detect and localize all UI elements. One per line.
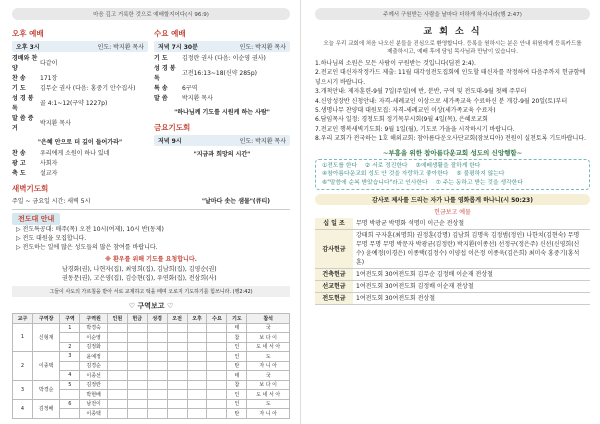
empty-cell (107, 390, 127, 400)
empty-cell (187, 399, 207, 409)
order-label: 말 씀 (154, 95, 168, 102)
attend-cell: 보 다 이 (247, 380, 290, 390)
zone-cell: 5 (60, 380, 80, 390)
empty-cell (107, 323, 127, 333)
news-item: 2.전교인 대신자작정카드 제출: 11월 대각성전도집회에 인도할 태신자를 작정하여 다음주까지 헌금함에 넣으시기 바랍니다. (315, 69, 586, 86)
patient-names: 권동문(권), 고은영(집), 김승현(집), 우연화(집), 전삼희(사) (62, 275, 217, 282)
time-bar (12, 41, 148, 52)
order-row (12, 159, 148, 169)
prayer-cell: 인 (227, 399, 247, 409)
time-label: 오후 3시 (16, 44, 40, 51)
event-row (322, 162, 583, 171)
offering-row (315, 293, 590, 305)
table-header: 인원 (107, 314, 127, 324)
empty-cell (147, 399, 167, 409)
district-cell: 2 (13, 352, 33, 381)
guide-title: 전도대 안내 (12, 213, 60, 225)
empty-cell (207, 380, 227, 390)
empty-cell (207, 342, 227, 352)
order-value: 고전16:13~18(신약 285p) (182, 70, 257, 77)
empty-cell (167, 409, 187, 419)
prayer-cell: 인 (227, 342, 247, 352)
offering-names: 1여전도회 30여전도회 전상철 (353, 293, 590, 305)
order-row (12, 114, 148, 134)
news-item: 4.신앙성장반 신청안내: 자격-세례교인 이상으로 세가족교육 수료하신 분 개강-9월 20일(토)부터 (315, 97, 568, 105)
wednesday-worship (154, 26, 290, 179)
prayer-request: ※ 환우를 위해 기도를 요청합니다. (105, 256, 197, 263)
empty-cell (167, 323, 187, 333)
table-header: 기도 (227, 314, 247, 324)
empty-cell (167, 371, 187, 381)
empty-cell (207, 390, 227, 400)
section-title: 오후 예배 (12, 29, 44, 38)
attend-cell: 도 네 서 아 (247, 390, 290, 400)
leader-cell: 신형재 (32, 323, 60, 352)
prayer-cell: 인 (227, 390, 247, 400)
sermon-title: "하나님께 기도를 시원케 하는 사람" (174, 109, 270, 116)
order-value: 설교자 (40, 170, 58, 177)
attend-cell: 국 (247, 323, 290, 333)
prayer-cell: 태 (227, 371, 247, 381)
order-row (154, 94, 290, 104)
event-item: ③예배생활을 잘하게 한다 (415, 162, 481, 169)
order-label: 특 송 (154, 85, 168, 92)
empty-cell (147, 409, 167, 419)
offering-type: 선교헌금 (315, 281, 353, 293)
attend-cell: 도 (247, 352, 290, 362)
empty-cell (107, 371, 127, 381)
empty-cell (187, 390, 207, 400)
prayer-cell: 탄 (227, 361, 247, 371)
offering-row (315, 218, 590, 230)
preacher: 인도: 박지환 목사 (239, 138, 286, 145)
gift-subtitle: 헌금보고 예물 (434, 209, 471, 217)
empty-cell (167, 390, 187, 400)
preacher: 인도: 박지환 목사 (97, 44, 144, 51)
table-header: 교구 (13, 314, 33, 324)
right-page (300, 0, 600, 424)
order-row (12, 169, 148, 179)
table-header: 헌금 (127, 314, 147, 324)
section-title: 금요기도회 (154, 123, 191, 132)
zone-cell: 4 (60, 371, 80, 381)
empty-cell (127, 380, 147, 390)
empty-cell (107, 352, 127, 362)
order-value: 박지환 목사 (40, 120, 71, 127)
order-value: 사회자 (40, 160, 58, 167)
attend-cell: 자 니 아 (247, 409, 290, 419)
empty-cell (187, 380, 207, 390)
table-row (13, 352, 290, 362)
empty-cell (127, 333, 147, 343)
patient-names: 남경화(권), 나현자(집), 최영희(집), 김남희(집), 김영순(권) (62, 266, 217, 273)
prayer-cell: 참 (227, 380, 247, 390)
empty-cell (127, 371, 147, 381)
empty-cell (167, 380, 187, 390)
event-item: ⑦ 주는 동하고 받는 것을 생각한다 (435, 179, 523, 186)
member-cell: 김정화 (80, 342, 108, 352)
empty-cell (207, 371, 227, 381)
table-row (13, 380, 290, 390)
scripture-quote: 그들이 사도의 가르침을 받아 서로 교제하고 떡을 떼며 오로지 기도하기를 힘쓰니라. (행2:42) (12, 286, 290, 297)
time-label: 저녁 9시 (158, 138, 182, 145)
member-cell: 김정란 (80, 380, 108, 390)
order-row (154, 84, 290, 94)
order-row (12, 84, 148, 94)
news-intro: 오늘 우리 교회에 처음 나오신 분들을 진심으로 환영합니다. 등록을 원하시는 분은 안내 위원에게 등록카드를 제출하시고, 예배 후에 담임 목사님과 만남이 있습니다. (323, 41, 582, 55)
event-item: ④참아름다운교회 성도 안 것을 자랑하고 좋아한다 (322, 171, 449, 178)
table-header: 참석 (247, 314, 290, 324)
table-header: 구역장 (32, 314, 60, 324)
time-bar (154, 41, 290, 52)
order-value: 골 4:1~12(구약 1227p) (40, 100, 108, 107)
zone-cell (60, 390, 80, 400)
event-row (322, 170, 583, 179)
district-cell: 4 (13, 399, 33, 418)
order-label: 광 고 (12, 160, 26, 167)
offering-row (315, 230, 590, 269)
order-label: 경배와 찬양 (12, 55, 38, 72)
empty-cell (167, 361, 187, 371)
empty-cell (187, 409, 207, 419)
empty-cell (127, 409, 147, 419)
empty-cell (147, 352, 167, 362)
guide-item: ▷ 전도특공대: 매주(목) 오전 10시(여제), 10시 반(동제) (16, 226, 164, 233)
member-cell: 박현배 (80, 390, 108, 400)
zone-cell (60, 409, 80, 419)
header-verse: 주께서 구원받는 사람을 날마다 더하게 하시니라(행 2:47) (315, 8, 590, 20)
attend-cell: 자 니 아 (247, 361, 290, 371)
empty-cell (167, 342, 187, 352)
offering-table (315, 218, 590, 305)
attend-cell: 도 네 서 아 (247, 342, 290, 352)
empty-cell (107, 409, 127, 419)
guide-item: ▷ 전도하는 일에 많은 성도들의 많은 참여를 바랍니다. (16, 244, 158, 251)
leader-cell: 박경순 (32, 380, 60, 399)
empty-cell (107, 333, 127, 343)
worship-columns (12, 26, 290, 179)
empty-cell (147, 371, 167, 381)
guide-item: ▷ 전도 대원을 모집합니다. (16, 235, 87, 242)
order-row (12, 94, 148, 114)
event-row (322, 179, 583, 188)
event-item: ② 서로 정진한다 (365, 162, 408, 169)
order-row (12, 74, 148, 84)
prayer-cell: 인 (227, 352, 247, 362)
empty-cell (187, 352, 207, 362)
header-verse: 마음 깊고 거룩한 것으로 예배할지어다(시 96:9) (12, 8, 290, 20)
event-item: ⑥"말씀에 순복 받았습니다"라고 인사한다 (322, 179, 428, 186)
offering-row (315, 269, 590, 281)
empty-cell (167, 352, 187, 362)
preacher: 인도: 박지환 목사 (239, 44, 286, 51)
gift-header: 감사로 제사를 드리는 자가 나를 영화롭게 하나니(시 50:23) (315, 194, 590, 205)
offering-names: 강태희 구자훈(최명희) 권정훈(강명) 김남희 김명욱 김정범(정인) 나한치(김현숙) 무명 무명 무명 무명 박문자 박광균(김정란) 박지환(이종선) 선정구(정은주) 신선(신영희(신수) 윤예정(이경은) 이종택(김정수) 이양섭 이은정 이종욱(김은희) 최미숙 홍중기(홍석훈) (353, 230, 590, 269)
order-label: 성 경 봉 독 (154, 65, 176, 82)
table-header: 오후 (187, 314, 207, 324)
table-row (13, 323, 290, 333)
leader-cell: 김정배 (32, 399, 60, 418)
empty-cell (207, 323, 227, 333)
empty-cell (147, 361, 167, 371)
empty-cell (147, 333, 167, 343)
table-header: 구역원 (80, 314, 108, 324)
offering-row (315, 281, 590, 293)
empty-cell (127, 361, 147, 371)
zone-cell: 6 (60, 399, 80, 409)
order-value: 박지환 목사 (182, 95, 213, 102)
event-title: ~부흥을 위한 참아름다운교회 성도의 신앙행함~ (382, 148, 523, 157)
prayer-cell: 탄 (227, 409, 247, 419)
empty-cell (207, 399, 227, 409)
order-label: 찬 송 (12, 75, 26, 82)
order-value: 6구역 (182, 85, 198, 92)
offering-type: 십 일 조 (315, 218, 353, 230)
order-row (154, 64, 290, 84)
empty-cell (107, 342, 127, 352)
empty-cell (187, 333, 207, 343)
offering-type: 감사헌금 (315, 230, 353, 269)
section-title: 새벽기도회 (12, 184, 49, 193)
order-label: 기 도 (12, 85, 26, 92)
offering-type: 전도헌금 (315, 293, 353, 305)
news-item: 6.담임목사 일정: 경청도회 정기목부시회(9월 4일(목), 은혜로교회 (315, 116, 488, 124)
member-cell: 김경순 (80, 361, 108, 371)
empty-cell (167, 333, 187, 343)
order-row (12, 149, 148, 159)
offering-names: 1여전도회 30여전도회 김정배 이순재 전상철 (353, 281, 590, 293)
attend-cell: 국 (247, 371, 290, 381)
time-bar (154, 135, 290, 146)
news-item: 5.생명나무 찬양대 대원모집: 자격-세례교인 이상(세가족교육 수료자) (315, 107, 496, 115)
order-value: 우리에게 소원이 하나 있네 (40, 150, 110, 157)
district-cell: 3 (13, 380, 33, 399)
order-row (154, 54, 290, 64)
order-value: 김무순 권사 (다음: 홍중기 안수집사) (40, 85, 136, 92)
prayer-cell: 참 (227, 333, 247, 343)
leader-cell: 이종택 (32, 352, 60, 381)
offering-type: 건축헌금 (315, 269, 353, 281)
empty-cell (127, 352, 147, 362)
member-cell: 이순영 (80, 333, 108, 343)
order-value: 171장 (40, 75, 58, 82)
empty-cell (127, 390, 147, 400)
afternoon-worship (12, 26, 148, 179)
empty-cell (107, 380, 127, 390)
event-box (315, 159, 590, 191)
empty-cell (147, 323, 167, 333)
evangelism-guide (12, 209, 290, 283)
empty-cell (167, 399, 187, 409)
time-label: 저녁 7시 30분 (158, 44, 198, 51)
offering-names: 무명 박광균 박명화 석명미 이근순 전상철 (353, 218, 590, 230)
member-cell: 이종선 (80, 371, 108, 381)
table-header: 오전 (167, 314, 187, 324)
empty-cell (207, 352, 227, 362)
table-header: 성경 (147, 314, 167, 324)
attend-cell: 보 다 이 (247, 333, 290, 343)
offering-names: 1여전도회 30여전도회 김무순 김정배 이순재 전상철 (353, 269, 590, 281)
member-cell: 박경숙 (80, 323, 108, 333)
zone-cell (60, 333, 80, 343)
member-cell: 이종택 (80, 409, 108, 419)
event-item: ⑤ 불평하지 않는다 (456, 171, 505, 178)
zone-cell: 2 (60, 342, 80, 352)
order-label: 말 씀 증 거 (12, 115, 34, 132)
order-value: 다같이 (40, 60, 58, 67)
sermon-title: "은혜 안으로 더 깊이 들어가라" (37, 139, 123, 146)
empty-cell (147, 342, 167, 352)
empty-cell (127, 323, 147, 333)
order-value: 김정란 권사 (다음: 이순영 권사) (182, 55, 266, 62)
order-row (12, 54, 148, 74)
news-item: 1.하나님의 소원은 모든 사람이 구원받는 것입니다(딤전 2:4). (315, 60, 476, 67)
zone-cell: 3 (60, 352, 80, 362)
district-cell: 1 (13, 323, 33, 352)
empty-cell (207, 361, 227, 371)
zone-cell (60, 361, 80, 371)
sermon-title: "지금과 희망의 시간" (193, 151, 251, 158)
zone-cell: 1 (60, 323, 80, 333)
empty-cell (187, 361, 207, 371)
attend-cell: 도 (247, 399, 290, 409)
prayer-cell: 태 (227, 323, 247, 333)
order-label: 기 도 (154, 55, 168, 62)
zone-report-title: ♡ 구역보고 ♡ (128, 302, 174, 310)
empty-cell (187, 371, 207, 381)
empty-cell (187, 323, 207, 333)
empty-cell (207, 333, 227, 343)
member-cell: 남전이 (80, 399, 108, 409)
dawn-time: 주일 ~ 금요일 시간: 새벽 5시 (12, 198, 91, 205)
news-title: 교 회 소 식 (423, 27, 482, 37)
news-item: 3.개척안내: 제자훈련-9월 7일(주일)에 반, 분반, 구역 및 전도대-9월 첫째 주부터 (315, 88, 527, 96)
event-item: ①전도를 한다 (322, 162, 358, 169)
news-item: 8.우리 교회가 전국하는 1호 해외교회: 참아름다운오사단교회(잠보디아) 전원이 실천토록 기도바랍니다. (315, 135, 587, 143)
zone-report-table (12, 313, 290, 419)
order-label: 성 경 봉 독 (12, 95, 34, 112)
table-row (13, 399, 290, 409)
empty-cell (207, 409, 227, 419)
news-item: 7.전교인 행복새벽기도회: 9월 1일(월), 기도로 가을을 시작하시기 바랍니다. (315, 125, 515, 133)
empty-cell (147, 390, 167, 400)
empty-cell (127, 342, 147, 352)
table-header: 수요 (207, 314, 227, 324)
order-label: 축 도 (12, 170, 26, 177)
empty-cell (127, 399, 147, 409)
empty-cell (147, 380, 167, 390)
table-header: 구역 (60, 314, 80, 324)
dawn-slogan: "날마다 솟는 샘물"(큐티) (201, 198, 270, 205)
dawn-prayer (12, 181, 290, 205)
section-title: 수요 예배 (154, 29, 186, 38)
order-label: 찬 송 (12, 150, 26, 157)
empty-cell (107, 361, 127, 371)
member-cell: 윤예정 (80, 352, 108, 362)
empty-cell (187, 342, 207, 352)
empty-cell (107, 399, 127, 409)
